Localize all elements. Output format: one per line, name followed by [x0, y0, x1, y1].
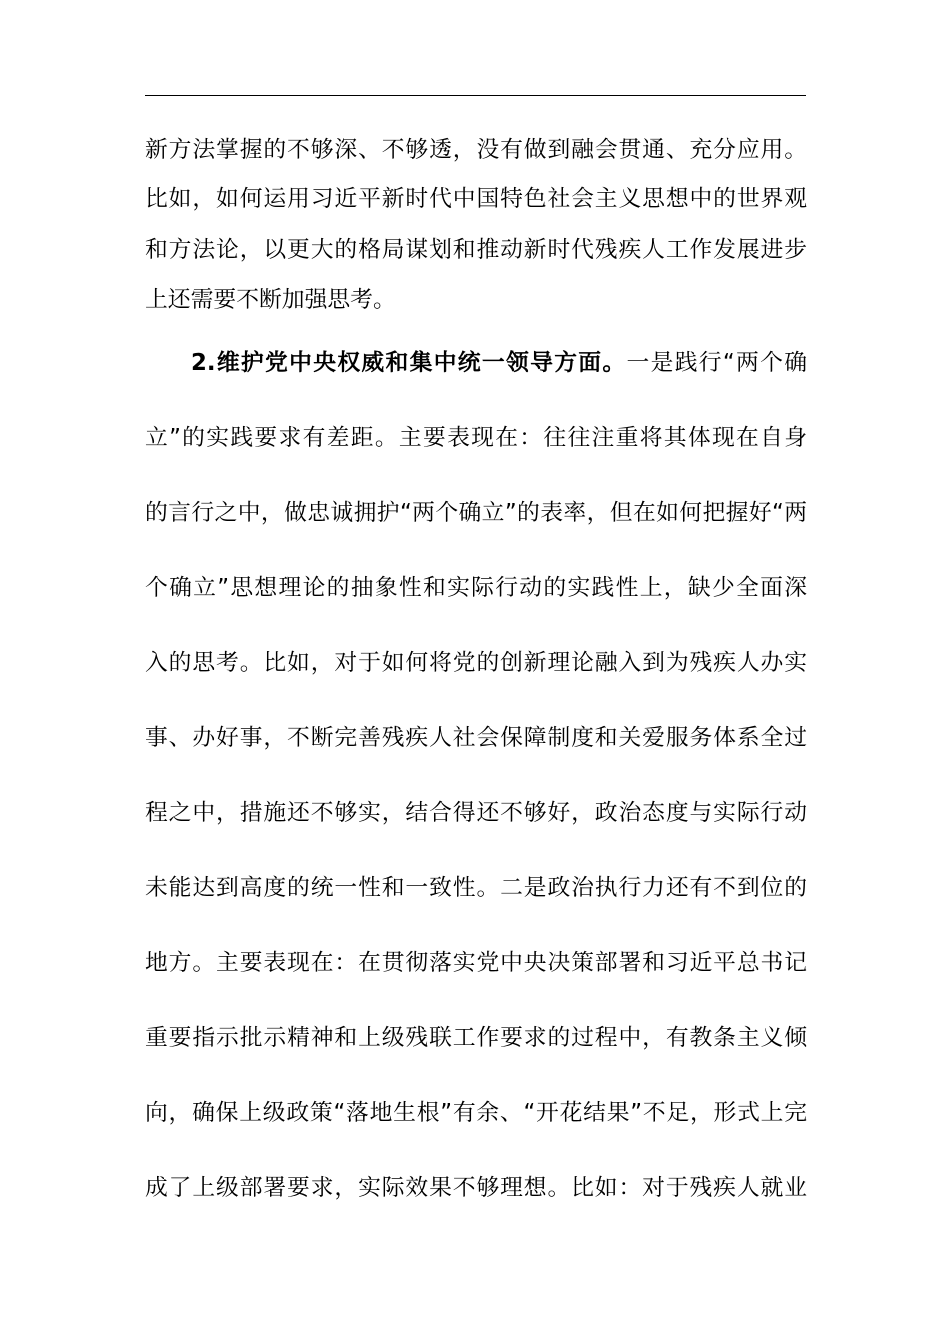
paragraph-line: 的言行之中，做忠诚拥护“两个确立”的表率，但在如何把握好“两	[145, 500, 807, 526]
paragraph-line: 新方法掌握的不够深、不够透，没有做到融会贯通、充分应用。	[145, 137, 807, 163]
paragraph-line: 程之中，措施还不够实，结合得还不够好，政治态度与实际行动	[145, 800, 807, 826]
paragraph-line: 入的思考。比如，对于如何将党的创新理论融入到为残疾人办实	[145, 650, 807, 676]
section-first-line	[191, 346, 807, 380]
paragraph-line: 和方法论，以更大的格局谋划和推动新时代残疾人工作发展进步	[145, 237, 807, 263]
paragraph-line: 事、办好事，不断完善残疾人社会保障制度和关爱服务体系全过	[145, 725, 807, 751]
paragraph-line: 比如，如何运用习近平新时代中国特色社会主义思想中的世界观	[145, 186, 807, 212]
section-heading: 2.维护党中央权威和集中统一领导方面。	[191, 350, 627, 376]
paragraph-line: 上还需要不断加强思考。	[145, 287, 396, 313]
paragraph-line: 个确立”思想理论的抽象性和实际行动的实践性上，缺少全面深	[145, 575, 807, 601]
paragraph-line: 成了上级部署要求，实际效果不够理想。比如：对于残疾人就业	[145, 1175, 807, 1201]
paragraph-line: 立”的实践要求有差距。主要表现在：往往注重将其体现在自身	[145, 425, 807, 451]
paragraph-line: 向，确保上级政策“落地生根”有余、“开花结果”不足，形式上完	[145, 1100, 807, 1126]
paragraph-line: 地方。主要表现在：在贯彻落实党中央决策部署和习近平总书记	[145, 950, 807, 976]
paragraph-line: 重要指示批示精神和上级残联工作要求的过程中，有教条主义倾	[145, 1025, 807, 1051]
header-rule	[145, 95, 806, 96]
section-first-line-text: 一是践行“两个确	[626, 350, 807, 376]
paragraph-line: 未能达到高度的统一性和一致性。二是政治执行力还有不到位的	[145, 875, 807, 901]
